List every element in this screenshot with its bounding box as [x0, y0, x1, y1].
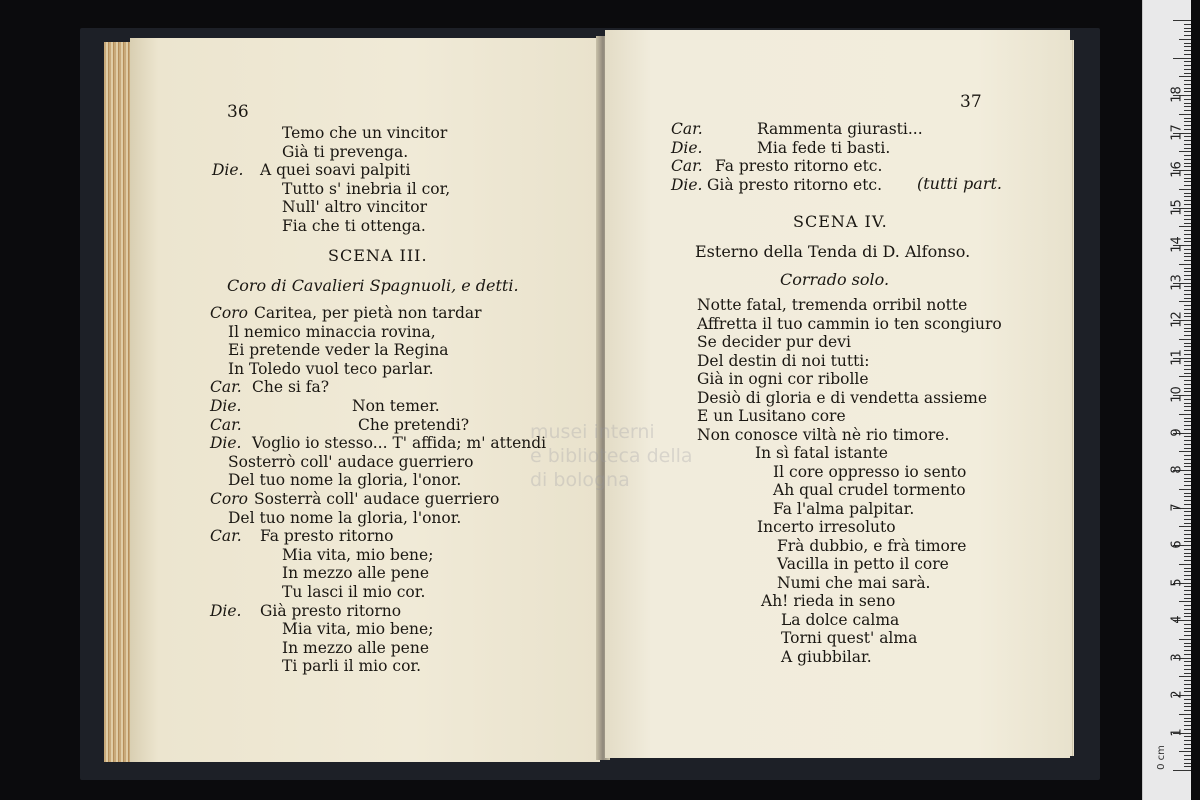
ruler-tick — [1184, 538, 1191, 539]
ruler-tick — [1184, 628, 1191, 629]
ruler-tick — [1184, 748, 1191, 749]
ruler-tick — [1184, 163, 1191, 164]
ruler-number: 12 — [1169, 311, 1185, 328]
ruler-tick — [1184, 196, 1191, 197]
verse-line: Ei pretende veder la Regina — [228, 341, 449, 360]
ruler-tick — [1184, 279, 1191, 280]
ruler-tick — [1184, 466, 1191, 467]
verse-line: Mia vita, mio bene; — [282, 545, 434, 564]
ruler-tick — [1184, 174, 1191, 175]
ruler-number: 9 — [1169, 427, 1185, 437]
ruler-tick — [1184, 88, 1191, 89]
verse-line: Caritea, per pietà non tardar — [254, 304, 482, 322]
verse-line: Incerto irresoluto — [757, 518, 896, 536]
ruler-tick — [1184, 744, 1191, 745]
ruler-tick — [1184, 110, 1191, 111]
verse-line: Già presto ritorno — [260, 601, 402, 620]
ruler-tick — [1184, 268, 1191, 269]
ruler-tick — [1184, 328, 1191, 329]
verse-line: Del tuo nome la gloria, l'onor. — [228, 508, 462, 527]
verse-line: Del tuo nome la gloria, l'onor. — [228, 471, 462, 490]
ruler-tick — [1184, 249, 1191, 250]
ruler-tick — [1184, 69, 1191, 70]
ruler-tick — [1184, 260, 1191, 261]
ruler-tick — [1184, 706, 1191, 707]
ruler-tick — [1173, 20, 1191, 21]
ruler-tick — [1184, 129, 1191, 130]
ruler-tick — [1184, 91, 1191, 92]
ruler-tick — [1184, 204, 1191, 205]
ruler-unit-label: 0 cm — [1155, 745, 1167, 770]
ruler-tick — [1184, 73, 1191, 74]
measuring-ruler — [1142, 0, 1191, 800]
ruler-tick — [1184, 238, 1191, 239]
ruler-tick — [1184, 178, 1191, 179]
ruler-tick — [1184, 309, 1191, 310]
ruler-tick — [1184, 725, 1191, 726]
left-page — [130, 38, 600, 762]
verse-line: Tu lasci il mio cor. — [282, 583, 426, 601]
ruler-tick — [1184, 219, 1191, 220]
ruler-tick — [1184, 643, 1191, 644]
ruler-tick — [1184, 455, 1191, 456]
verse-line: In sì fatal istante — [755, 444, 888, 462]
ruler-tick — [1184, 609, 1191, 610]
speaker-label: Car. — [210, 378, 242, 397]
ruler-tick — [1179, 151, 1191, 152]
ruler-tick — [1184, 46, 1191, 47]
ruler-tick — [1184, 354, 1191, 355]
ruler-tick — [1179, 376, 1191, 377]
ruler-tick — [1184, 560, 1191, 561]
ruler-tick — [1184, 346, 1191, 347]
ruler-tick — [1184, 740, 1191, 741]
speaker-label: Die. — [671, 138, 703, 157]
ruler-tick — [1184, 136, 1191, 137]
ruler-tick — [1184, 406, 1191, 407]
verse-line: Il nemico minaccia rovina, — [228, 322, 436, 341]
ruler-number: 1 — [1169, 727, 1185, 737]
ruler-tick — [1179, 751, 1191, 752]
ruler-tick — [1184, 324, 1191, 325]
verse-line: Mia vita, mio bene; — [282, 620, 434, 639]
ruler-tick — [1184, 710, 1191, 711]
verse-line: Già ti prevenga. — [282, 142, 409, 161]
ruler-tick — [1179, 526, 1191, 527]
ruler-tick — [1184, 699, 1191, 700]
ruler-tick — [1179, 639, 1191, 640]
speaker-label: Car. — [671, 157, 703, 176]
ruler-tick — [1179, 39, 1191, 40]
ruler-number: 7 — [1169, 502, 1185, 512]
ruler-tick — [1184, 718, 1191, 719]
ruler-tick — [1179, 189, 1191, 190]
speaker-label: Car. — [671, 120, 703, 138]
ruler-tick — [1179, 301, 1191, 302]
ruler-tick — [1184, 275, 1191, 276]
ruler-tick — [1184, 763, 1191, 764]
verse-line: Ah qual crudel tormento — [773, 481, 966, 499]
ruler-tick — [1184, 500, 1191, 501]
ruler-tick — [1184, 448, 1191, 449]
verse-line: Sosterrò coll' audace guerriero — [228, 452, 474, 471]
verse-line: Fa l'alma palpitar. — [773, 499, 915, 518]
verse-line: Fa presto ritorno etc. — [715, 157, 883, 176]
ruler-tick — [1184, 286, 1191, 287]
ruler-tick — [1184, 65, 1191, 66]
verse-line: Già in ogni cor ribolle — [697, 370, 869, 388]
ruler-tick — [1184, 680, 1191, 681]
ruler-tick — [1184, 271, 1191, 272]
ruler-tick — [1184, 391, 1191, 392]
ruler-tick — [1179, 414, 1191, 415]
ruler-tick — [1184, 429, 1191, 430]
scene-subtitle-left: Coro di Cavalieri Spagnuoli, e detti. — [227, 276, 519, 295]
page-number-right: 37 — [960, 92, 982, 112]
ruler-tick — [1184, 425, 1191, 426]
ruler-tick — [1179, 601, 1191, 602]
verse-line: Voglio io stesso... T' affida; m' attendi — [252, 434, 547, 453]
ruler-tick — [1184, 553, 1191, 554]
verse-line: Mia fede ti basti. — [757, 138, 891, 157]
ruler-tick — [1184, 200, 1191, 201]
ruler-tick — [1184, 571, 1191, 572]
ruler-number: 16 — [1169, 161, 1185, 178]
ruler-tick — [1184, 556, 1191, 557]
ruler-tick — [1184, 365, 1191, 366]
ruler-number: 2 — [1169, 690, 1185, 699]
ruler-tick — [1184, 24, 1191, 25]
ruler-tick — [1184, 403, 1191, 404]
verse-line: In mezzo alle pene — [282, 564, 430, 583]
ruler-number: 17 — [1169, 123, 1185, 141]
ruler-tick — [1184, 28, 1191, 29]
verse-line: E un Lusitano core — [697, 407, 846, 425]
scene-location: Esterno della Tenda di D. Alfonso. — [695, 242, 971, 261]
watermark-line: musei interni — [530, 421, 655, 443]
ruler-tick — [1184, 234, 1191, 235]
ruler-tick — [1179, 226, 1191, 227]
ruler-tick — [1184, 440, 1191, 441]
ruler-tick — [1184, 515, 1191, 516]
verse-line: Desiò di gloria e di vendetta assieme — [697, 388, 988, 407]
verse-line: Affretta il tuo cammin io ten scongiuro — [697, 314, 1002, 333]
verse-line: Temo che un vincitor — [282, 124, 448, 142]
ruler-tick — [1184, 193, 1191, 194]
ruler-tick — [1184, 594, 1191, 595]
ruler-tick — [1184, 478, 1191, 479]
ruler-tick — [1184, 459, 1191, 460]
ruler-number: 18 — [1169, 86, 1185, 103]
ruler-tick — [1184, 155, 1191, 156]
ruler-tick — [1184, 646, 1191, 647]
ruler-tick — [1184, 496, 1191, 497]
ruler-tick — [1184, 118, 1191, 119]
ruler-tick — [1184, 230, 1191, 231]
ruler-tick — [1184, 61, 1191, 62]
speaker-label: Die. — [212, 161, 244, 179]
verse-line: Fa presto ritorno — [260, 527, 394, 546]
ruler-tick — [1184, 598, 1191, 599]
verse-line: Sosterrà coll' audace guerriero — [254, 490, 500, 508]
ruler-tick — [1184, 755, 1191, 756]
ruler-tick — [1184, 673, 1191, 674]
stage-direction: (tutti part. — [917, 174, 1002, 193]
ruler-tick — [1184, 410, 1191, 411]
ruler-tick — [1184, 298, 1191, 299]
ruler-tick — [1184, 541, 1191, 542]
watermark-line: e biblioteca della — [530, 445, 693, 467]
verse-line: Che pretendi? — [358, 415, 470, 434]
ruler-tick — [1184, 485, 1191, 486]
ruler-tick — [1184, 504, 1191, 505]
speaker-label: Car. — [210, 415, 242, 434]
speaker-label: Die. — [210, 397, 242, 415]
verse-line: Torni quest' alma — [781, 629, 918, 647]
ruler-tick — [1184, 185, 1191, 186]
ruler-tick — [1184, 125, 1191, 126]
ruler-tick — [1184, 373, 1191, 374]
verse-line: Vacilla in petto il core — [777, 555, 949, 573]
verse-line: Tutto s' inebria il cor, — [282, 179, 451, 198]
ruler-tick — [1179, 339, 1191, 340]
ruler-tick — [1184, 43, 1191, 44]
watermark-line: di bologna — [530, 469, 630, 491]
ruler-number: 14 — [1169, 236, 1185, 253]
speaker-label: Coro — [210, 304, 248, 322]
verse-line: Fia che ti ottenga. — [282, 216, 426, 235]
ruler-tick — [1184, 624, 1191, 625]
ruler-tick — [1184, 613, 1191, 614]
verse-line: Numi che mai sarà. — [777, 573, 931, 592]
ruler-tick — [1184, 635, 1191, 636]
ruler-tick — [1184, 463, 1191, 464]
ruler-tick — [1184, 144, 1191, 145]
ruler-tick — [1184, 688, 1191, 689]
verse-line: Notte fatal, tremenda orribil notte — [697, 296, 968, 314]
ruler-tick — [1184, 605, 1191, 606]
watermark — [530, 420, 693, 492]
ruler-tick — [1184, 121, 1191, 122]
ruler-number: 10 — [1169, 386, 1185, 403]
ruler-tick — [1179, 676, 1191, 677]
ruler-tick — [1184, 519, 1191, 520]
ruler-tick — [1184, 684, 1191, 685]
ruler-tick — [1184, 530, 1191, 531]
ruler-tick — [1184, 106, 1191, 107]
ruler-tick — [1184, 148, 1191, 149]
ruler-tick — [1184, 511, 1191, 512]
speaker-label: Die. — [210, 601, 242, 620]
ruler-tick — [1184, 579, 1191, 580]
ruler-tick — [1184, 575, 1191, 576]
ruler-tick — [1184, 223, 1191, 224]
ruler-tick — [1179, 451, 1191, 452]
ruler-tick — [1184, 35, 1191, 36]
ruler-tick — [1184, 241, 1191, 242]
ruler-tick — [1184, 549, 1191, 550]
ruler-number: 15 — [1169, 198, 1185, 216]
ruler-tick — [1184, 631, 1191, 632]
ruler-tick — [1184, 181, 1191, 182]
ruler-tick — [1184, 294, 1191, 295]
ruler-number: 3 — [1169, 652, 1185, 662]
verse-line: Rammenta giurasti... — [757, 120, 923, 138]
ruler-tick — [1184, 211, 1191, 212]
verse-line: Già presto ritorno etc. — [707, 175, 883, 194]
ruler-tick — [1184, 343, 1191, 344]
ruler-tick — [1184, 568, 1191, 569]
scene-heading-left: SCENA III. — [328, 246, 428, 265]
ruler-tick — [1184, 650, 1191, 651]
speaker-label: Die. — [671, 175, 703, 194]
ruler-tick — [1184, 253, 1191, 254]
ruler-tick — [1179, 114, 1191, 115]
ruler-tick — [1184, 84, 1191, 85]
ruler-tick — [1179, 714, 1191, 715]
ruler-tick — [1184, 534, 1191, 535]
page-number-left: 36 — [227, 102, 249, 122]
verse-line: Frà dubbio, e frà timore — [777, 536, 967, 555]
verse-line: Se decider pur devi — [697, 333, 851, 351]
ruler-number: 5 — [1169, 577, 1185, 587]
scene-heading-right: SCENA IV. — [793, 212, 888, 231]
ruler-number: 6 — [1169, 540, 1185, 549]
ruler-tick — [1184, 140, 1191, 141]
ruler-tick — [1184, 313, 1191, 314]
speaker-label: Coro — [210, 490, 248, 508]
verse-line: In mezzo alle pene — [282, 638, 430, 657]
ruler-tick — [1184, 31, 1191, 32]
ruler-tick — [1184, 316, 1191, 317]
verse-line: Il core oppresso io sento — [773, 462, 967, 481]
ruler-tick — [1184, 215, 1191, 216]
ruler-tick — [1179, 489, 1191, 490]
ruler-tick — [1184, 766, 1191, 767]
ruler-tick — [1184, 703, 1191, 704]
right-page — [605, 30, 1070, 758]
ruler-tick — [1184, 166, 1191, 167]
verse-line: Null' altro vincitor — [282, 198, 428, 216]
ruler-tick — [1184, 50, 1191, 51]
ruler-tick — [1184, 481, 1191, 482]
ruler-number: 8 — [1169, 465, 1185, 474]
ruler-tick — [1184, 759, 1191, 760]
ruler-tick — [1184, 691, 1191, 692]
ruler-tick — [1184, 493, 1191, 494]
ruler-tick — [1184, 369, 1191, 370]
ruler-tick — [1184, 665, 1191, 666]
ruler-tick — [1184, 586, 1191, 587]
ruler-tick — [1184, 729, 1191, 730]
ruler-tick — [1184, 331, 1191, 332]
ruler-tick — [1184, 669, 1191, 670]
ruler-tick — [1184, 654, 1191, 655]
ruler-tick — [1184, 361, 1191, 362]
ruler-tick — [1184, 256, 1191, 257]
scene-subtitle-right: Corrado solo. — [780, 270, 890, 289]
ruler-tick — [1184, 590, 1191, 591]
ruler-tick — [1173, 770, 1191, 771]
ruler-tick — [1184, 380, 1191, 381]
verse-line: A giubbilar. — [781, 647, 872, 666]
ruler-number: 11 — [1169, 348, 1185, 366]
ruler-tick — [1184, 305, 1191, 306]
ruler-tick — [1184, 421, 1191, 422]
ruler-tick — [1173, 58, 1191, 59]
ruler-tick — [1179, 564, 1191, 565]
verse-line: Non temer. — [352, 397, 440, 415]
ruler-tick — [1184, 159, 1191, 160]
verse-line: In Toledo vuol teco parlar. — [228, 359, 434, 378]
ruler-tick — [1184, 80, 1191, 81]
ruler-tick — [1184, 103, 1191, 104]
ruler-tick — [1184, 335, 1191, 336]
ruler-tick — [1184, 399, 1191, 400]
verse-line: Che si fa? — [252, 378, 330, 397]
ruler-tick — [1184, 616, 1191, 617]
verse-line: Del destin di noi tutti: — [697, 351, 870, 370]
ruler-tick — [1184, 350, 1191, 351]
ruler-number: 13 — [1169, 273, 1185, 291]
ruler-tick — [1184, 736, 1191, 737]
ruler-tick — [1184, 444, 1191, 445]
verse-line: A quei soavi palpiti — [260, 161, 411, 179]
verse-line: Non conosce viltà nè rio timore. — [697, 425, 950, 444]
ruler-number: 4 — [1169, 615, 1185, 624]
ruler-tick — [1184, 290, 1191, 291]
ruler-tick — [1179, 76, 1191, 77]
verse-line: Ah! rieda in seno — [761, 592, 896, 610]
ruler-tick — [1179, 264, 1191, 265]
ruler-tick — [1184, 474, 1191, 475]
verse-line: Ti parli il mio cor. — [282, 657, 422, 676]
speaker-label: Die. — [210, 434, 242, 453]
speaker-label: Car. — [210, 527, 242, 546]
verse-line: La dolce calma — [781, 610, 900, 629]
ruler-tick — [1184, 661, 1191, 662]
ruler-tick — [1184, 418, 1191, 419]
ruler-tick — [1184, 384, 1191, 385]
ruler-tick — [1184, 99, 1191, 100]
ruler-tick — [1184, 523, 1191, 524]
ruler-tick — [1184, 721, 1191, 722]
ruler-tick — [1184, 388, 1191, 389]
ruler-tick — [1184, 54, 1191, 55]
ruler-tick — [1184, 436, 1191, 437]
